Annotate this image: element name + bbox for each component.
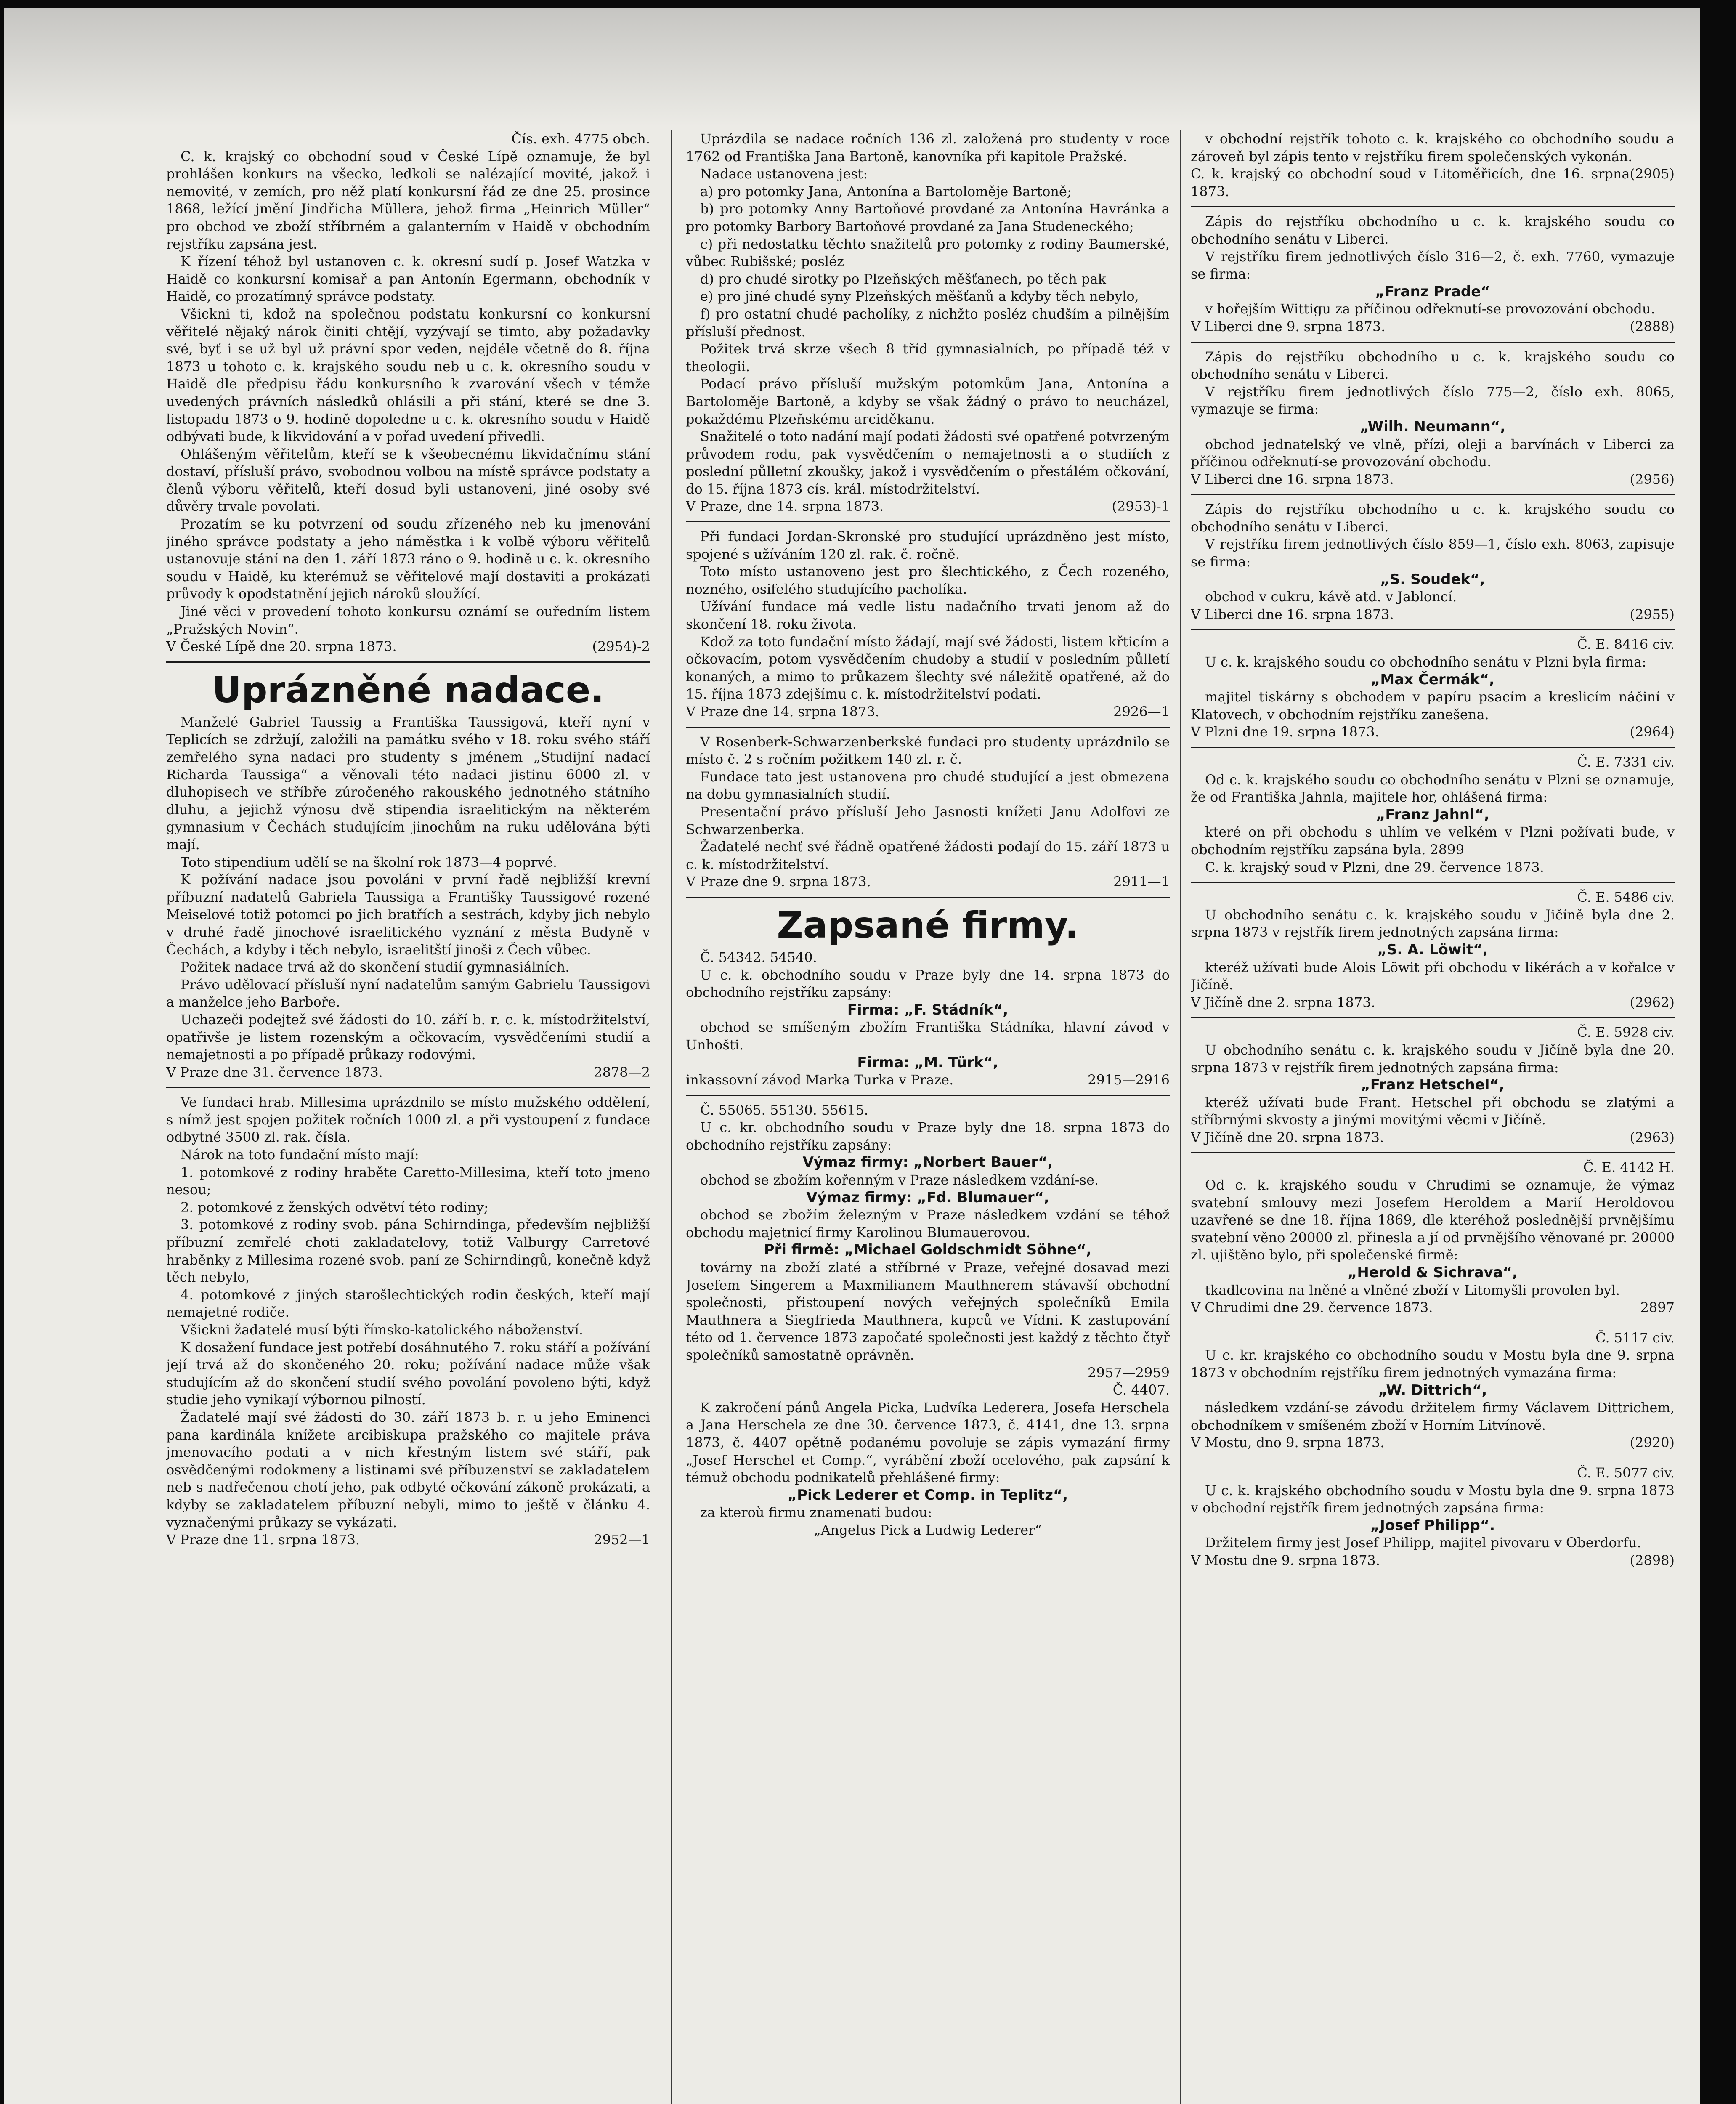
paragraph: kteréž užívati bude Alois Löwit při obchodu v likérách a v kořalce v Jičíně. <box>1191 959 1675 993</box>
scan-border-top <box>0 0 1736 8</box>
notice-number: (2898) <box>1630 1552 1675 1568</box>
notice-number: (2920) <box>1630 1435 1675 1451</box>
divider <box>1191 494 1675 495</box>
notice-reference: Č. E. 7331 civ. <box>1577 754 1675 770</box>
paragraph: C. k. krajský co obchodní soud v České Lípě oznamuje, že byl prohlášen konkurs na všecko, ledkoli se nalézající movité, jakož i nemovité, v zemích, pro něž platí konkursní řád ze dne 25. prosince 1868, ležící jmění Jindřicha Müllera, jehož firma „Heinrich Müller“ pro obchod ve zboží stříbrném a galanterním v Haidě v obchodním rejstříku zapsána jest. <box>166 148 650 252</box>
paragraph: Nárok na toto fundační místo mají: <box>181 1147 419 1163</box>
divider <box>686 1095 1170 1096</box>
date-place: V Praze, dne 14. srpna 1873. <box>686 498 884 515</box>
column-3 <box>1191 130 1675 2104</box>
notice-number: (2956) <box>1630 471 1675 487</box>
paragraph: Nadace ustanovena jest: <box>700 166 868 182</box>
paragraph: které on při obchodu s uhlím ve velkém v Plzni požívati bude, v obchodním rejstříku zapsána byla. 2899 <box>1191 824 1675 858</box>
notice-reference: Č. E. 5077 civ. <box>1577 1464 1675 1481</box>
date-place: C. k. krajský co obchodní soud v Litoměřicích, dne 16. srpna 1873. <box>1191 166 1630 199</box>
notice-reference: Čís. exh. 4775 obch. <box>511 131 650 147</box>
notice-number: 2952—1 <box>594 1532 650 1548</box>
paragraph: Uprázdila se nadace ročních 136 zl. založená pro studenty v roce 1762 od Františka Jana Bartoně, kanovníka při kapitole Pražské. <box>686 131 1170 165</box>
notice-number: (2953)-1 <box>1112 498 1170 515</box>
notice-number: 2915—2916 <box>1088 1072 1170 1088</box>
divider <box>686 897 1170 898</box>
notice-reference: Č. E. 8416 civ. <box>1577 636 1675 653</box>
divider <box>1191 1152 1675 1153</box>
signature-line <box>1191 1552 1675 1570</box>
date-place: V Jičíně dne 2. srpna 1873. <box>1191 994 1375 1010</box>
date-place: V Praze dne 11. srpna 1873. <box>166 1532 360 1548</box>
notice-reference: Č. 4407. <box>1112 1382 1170 1398</box>
divider <box>166 1087 650 1088</box>
firm-name: „Max Čermák“, <box>1371 671 1494 688</box>
firm-name: „S. Soudek“, <box>1380 571 1485 588</box>
section-heading: Uprázněné nadace. <box>212 669 604 711</box>
paragraph: inkassovní závod Marka Turka v Praze. <box>686 1072 954 1088</box>
paragraph: kteréž užívati bude Frant. Hetschel při obchodu se zlatými a stříbrnými skvosty a jinými movitými věcmi v Jičíně. <box>1191 1094 1675 1128</box>
notice-reference: Č. E. 5928 civ. <box>1577 1024 1675 1041</box>
paragraph: Od c. k. krajského soudu co obchodního senátu v Plzni se oznamuje, že od Františka Jahnla, majitele hor, ohlášená firma: <box>1191 771 1675 805</box>
signature-line <box>686 1071 1170 1089</box>
column-1 <box>166 130 650 2104</box>
paragraph: U c. k. krajského obchodního soudu v Mostu byla dne 9. srpna 1873 v obchodní rejstřík firem jednotných zapsána firma: <box>1191 1482 1675 1516</box>
date-place: V Liberci dne 9. srpna 1873. <box>1191 318 1386 335</box>
date-place: V Plzni dne 19. srpna 1873. <box>1191 724 1379 740</box>
notice-number: (2888) <box>1630 318 1675 335</box>
paragraph: továrny na zboží zlaté a stříbrné v Praze, veřejné dosavad mezi Josefem Singerem a Maxmilianem Mauthnerem stávavší obchodní společnosti, přistoupení nových veřejných společníků Emila Mauthnera a Siegfrieda Mauthnera, kupců ve Vídni. K zastupování této od 1. července 1873 započaté společnosti jest každý z těchto čtyř společníků samostatně oprávněn. <box>686 1259 1170 1363</box>
notice-reference: Č. E. 5486 civ. <box>1577 889 1675 906</box>
firm-name: Firma: „M. Türk“, <box>857 1054 998 1071</box>
signature-line <box>1191 606 1675 624</box>
paragraph: 3. potomkové z rodiny svob. pána Schirndinga, především nejbližší příbuzní zemřelé choti zakladatelovy, totiž Valburgy Carretové hraběnky z Millesima rozené svob. paní ze Schirndingů, konečně když těch nebylo, <box>166 1217 650 1286</box>
paragraph: Od c. k. krajského soudu v Chrudimi se oznamuje, že výmaz svatební smlouvy mezi Josefem Heroldem a Marií Heroldovou uzavřené se dne 18. října 1869, dle kteréhož poslednější prvnějšímu svatební věno 20000 zl. přinesla a jí od prvnějšího věnované pr. 20000 zl. ujištěno bylo, při společenské firmě: <box>1191 1177 1675 1263</box>
column-2 <box>686 130 1170 2104</box>
paragraph: Držitelem firmy jest Josef Philipp, majitel pivovaru v Oberdorfu. <box>1205 1535 1641 1551</box>
paragraph: za kteroù firmu znamenati budou: <box>700 1504 932 1521</box>
paragraph: e) pro jiné chudé syny Plzeňských měšťanů a kdyby těch nebylo, <box>700 288 1139 305</box>
signature-line <box>1191 994 1675 1012</box>
notice-number: 2911—1 <box>1113 874 1170 890</box>
paragraph: K požívání nadace jsou povoláni v první řadě nejbližší krevní příbuzní nadatelů Gabriela Taussiga a Františky Taussigové rozené Meiselové totiž potomci po jich bratřích a sestrách, kdyby jich nebylo v druhé řadě jinochové israelitického vyznání z města Budyně v Čechách, a kdyby i těch nebylo, israelitští jinoši z Čech vůbec. <box>166 871 650 958</box>
firm-name: „Herold & Sichrava“, <box>1348 1264 1518 1281</box>
date-place: V Praze dne 31. července 1873. <box>166 1064 383 1080</box>
date-place: V Mostu, dno 9. srpna 1873. <box>1191 1435 1385 1451</box>
notice-number: (2954)-2 <box>592 638 650 655</box>
signatories: „Angelus Pick a Ludwig Lederer“ <box>814 1522 1042 1538</box>
paragraph: Snažitelé o toto nadání mají podati žádosti své opatřené potvrzeným průvodem rodu, pak vysvědčením o nemajetnosti a o studiích z poslední půlletní zkoušky, jakož i vysvědčením o přestálém očkování, do 15. října 1873 cís. král. místodržitelství. <box>686 428 1170 497</box>
date-place: V Praze dne 9. srpna 1873. <box>686 874 871 890</box>
signature-line <box>686 873 1170 891</box>
scan-shadow <box>0 0 1700 126</box>
paragraph: V rejstříku firem jednotlivých číslo 859—1, číslo exh. 8063, zapisuje se firma: <box>1191 536 1675 570</box>
date-place: V Jičíně dne 20. srpna 1873. <box>1191 1129 1384 1145</box>
paragraph: V rejstříku firem jednotlivých číslo 316—2, č. exh. 7760, vymazuje se firma: <box>1191 248 1675 282</box>
signature-line <box>166 638 650 656</box>
paragraph: U c. k. obchodního soudu v Praze byly dne 14. srpna 1873 do obchodního rejstříku zapsány: <box>686 967 1170 1001</box>
signature-line <box>1191 1299 1675 1317</box>
firm-name: „Pick Lederer et Comp. in Teplitz“, <box>787 1486 1068 1504</box>
paragraph: U c. kr. krajského co obchodního soudu v Mostu byla dne 9. srpna 1873 v obchodním rejstříku firem jednotných vymazána firma: <box>1191 1347 1675 1381</box>
paragraph: obchod se zbožím kořenným v Praze následkem vzdání-se. <box>700 1172 1099 1188</box>
paragraph: Požitek nadace trvá až do skončení studií gymnasiálních. <box>181 959 570 975</box>
paragraph: následkem vzdání-se závodu držitelem firmy Václavem Dittrichem, obchodníkem v smíšeném zboží v Horním Litvínově. <box>1191 1400 1675 1433</box>
signature-line <box>1191 1434 1675 1452</box>
divider <box>1191 342 1675 343</box>
signature-line <box>1191 1129 1675 1147</box>
divider <box>166 661 650 663</box>
paragraph: Zápis do rejstříku obchodního u c. k. krajského soudu co obchodního senátu v Liberci. <box>1191 348 1675 383</box>
divider <box>1191 1017 1675 1018</box>
paragraph: Jiné věci v provedení tohoto konkursu oznámí se ouředním listem „Pražských Novin“. <box>166 603 650 637</box>
paragraph: Fundace tato jest ustanovena pro chudé studující a jest obmezena na dobu gymnasialních studií. <box>686 768 1170 802</box>
date-place: V Chrudimi dne 29. července 1873. <box>1191 1299 1433 1316</box>
firm-name: „S. A. Löwit“, <box>1377 941 1488 958</box>
signature-line: C. k. krajský soud v Plzni, dne 29. července 1873. <box>1205 859 1544 875</box>
signature-line <box>686 498 1170 515</box>
date-place: V Liberci dne 16. srpna 1873. <box>1191 471 1394 487</box>
paragraph: f) pro ostatní chudé pacholíky, z nichžto posléz chudším a pilnějším přísluší přednost. <box>686 306 1170 340</box>
firm-name: Firma: „F. Stádník“, <box>847 1001 1009 1018</box>
section-heading: Zapsané firmy. <box>777 904 1079 946</box>
notice-number: (2955) <box>1630 606 1675 622</box>
paragraph: obchod jednatelský ve vlně, přízi, oleji a barvínách v Liberci za příčinou odřeknutí-se provozování obchodu. <box>1191 436 1675 470</box>
paragraph: Manželé Gabriel Taussig a Františka Taussigová, kteří nyní v Teplicích se zdržují, založili na památku svého v 18. roku svého stáří zemřelého syna nadaci pro studenty s jménem „Studijní nadací Richarda Taussiga“ a věnovali této nadaci jistinu 6000 zl. v dluhopisech ve stříbře zúročeného rakouského jednotného státního dluhu, a jejichž výnosu dvě stipendia israelitickým na některém gymnasium v Čechách studujícím jinochům na ruku udělována býti mají. <box>166 714 650 853</box>
paragraph: Podací právo přísluší mužským potomkům Jana, Antonína a Bartoloměje Bartoně, a kdyby se však žádný o právo to neucházel, pokaždému Plzeňskému arciděkanu. <box>686 376 1170 427</box>
notice-number: 2878—2 <box>594 1064 650 1080</box>
paragraph: Č. 54342. 54540. <box>700 949 817 965</box>
firm-name: „W. Dittrich“, <box>1378 1381 1487 1399</box>
paragraph: V rejstříku firem jednotlivých číslo 775—2, číslo exh. 8065, vymazuje se firma: <box>1191 383 1675 417</box>
notice-number: 2926—1 <box>1113 704 1170 720</box>
notice-reference: Č. E. 4142 H. <box>1583 1159 1675 1176</box>
date-place: V Praze dne 14. srpna 1873. <box>686 704 880 720</box>
paragraph: Toto místo ustanoveno jest pro šlechtického, z Čech rozeného, nozného, osifelého studujícího pacholíka. <box>686 563 1170 597</box>
paragraph: obchod se zbožím železným v Praze následkem vzdání se téhož obchodu majetnicí firmy Karolinou Blumauerovou. <box>686 1207 1170 1241</box>
paragraph: U c. kr. obchodního soudu v Praze byly dne 18. srpna 1873 do obchodního rejstříku zapsány: <box>686 1119 1170 1153</box>
divider <box>686 521 1170 522</box>
signature-line <box>166 1064 650 1081</box>
date-place: V Mostu dne 9. srpna 1873. <box>1191 1552 1380 1568</box>
paragraph: Při fundaci Jordan-Skronské pro studující uprázdněno jest místo, spojené s užíváním 120 zl. rak. č. ročně. <box>686 529 1170 562</box>
signature-line <box>1191 165 1675 200</box>
paragraph: v hořejším Wittigu za příčinou odřeknutí-se provozování obchodu. <box>1205 301 1655 317</box>
paragraph: Všickni ti, kdož na společnou podstatu konkursní co konkursní věřitelé nějaký nárok činiti chtějí, vyzývají se timto, aby požadavky své, byť i se už byl už právní spor veden, nejdéle včetně do 8. října 1873 u tohoto c. k. krajského soudu neb u c. k. okresního soudu v Haidě dle předpisu řádu konkursního k zvarování všech v témže uvedených právních následků ohlásili a při stání, které se dne 3. listopadu 1873 o 9. hodině dopoledne u c. k. okresního soudu v Haidě odbývati bude, k likvidování a v pořad uvedení přivedli. <box>166 306 650 445</box>
paragraph: Ve fundaci hrab. Millesima uprázdnilo se místo mužského oddělení, s nímž jest spojen požitek ročních 1000 zl. a při vystoupení z fundace odbytné 3500 zl. rak. čísla. <box>166 1094 650 1145</box>
paragraph: Všickni žadatelé musí býti římsko-katolického náboženství. <box>181 1322 584 1338</box>
paragraph: Prozatím se ku potvrzení od soudu zřízeného neb ku jmenování jiného správce podstaty a jeho náměstka i k volbě výboru věřitelů ustanovuje stání na den 1. září 1873 ráno o 9. hodině u c. k. okresního soudu v Haidě, ku kterémuž se věřitelové mají dostaviti a prokázati průvody k opodstatnění jejich nároků sloužící. <box>166 516 650 602</box>
paragraph: U c. k. krajského soudu co obchodního senátu v Plzni byla firma: <box>1205 654 1646 670</box>
column-rule <box>671 130 672 2104</box>
paragraph: obchod se smíšeným zbožím Františka Stádníka, hlavní závod v Unhošti. <box>686 1019 1170 1053</box>
paragraph: K zakročení pánů Angela Picka, Ludvíka Lederera, Josefa Herschela a Jana Herschela ze dne 30. července 1873, č. 4141, dne 13. srpna 1873, č. 4407 opětně podanému povoluje se zápis vymazání firmy „Josef Herschel et Comp.“, vyrábění zboží ocelového, pak zapsání k témuž obchodu podnikatelů přehlášené firmy: <box>686 1399 1170 1486</box>
divider <box>1191 882 1675 883</box>
paragraph: U obchodního senátu c. k. krajského soudu v Jičíně byla dne 2. srpna 1873 v rejstřík firem jednotných zapsána firma: <box>1191 906 1675 940</box>
signature-line <box>1191 723 1675 741</box>
paragraph: K dosažení fundace jest potřebí dosáhnutého 7. roku stáří a požívání její trvá až do skončeného 20. roku; požívání nadace může však studujícím až do skončení studií svého povolání povoleno býti, když studie jeho vynikají výbornou pilností. <box>166 1339 650 1408</box>
signature-line <box>686 703 1170 721</box>
paragraph: Požitek trvá skrze všech 8 tříd gymnasialních, po případě též v theologii. <box>686 341 1170 375</box>
divider <box>1191 747 1675 748</box>
paragraph: 1. potomkové z rodiny hraběte Caretto-Millesima, kteří toto jmeno nesou; <box>166 1164 650 1198</box>
firm-name: „Josef Philipp“. <box>1370 1517 1495 1534</box>
notice-number: (2963) <box>1630 1129 1675 1145</box>
date-place: V Liberci dne 16. srpna 1873. <box>1191 606 1394 622</box>
paragraph: V Rosenberk-Schwarzenberkské fundaci pro studenty uprázdnilo se místo č. 2 s ročním požitkem 140 zl. r. č. <box>686 733 1170 768</box>
firm-name: Výmaz firmy: „Fd. Blumauer“, <box>806 1189 1049 1206</box>
paragraph: Uchazeči podejtež své žádosti do 10. září b. r. c. k. místodržitelství, opatřivše je listem rozenským a očkovacím, vysvědčeními studií a nemajetnosti a po případě průkazy rodovými. <box>166 1011 650 1063</box>
firm-name: Při firmě: „Michael Goldschmidt Söhne“, <box>764 1241 1092 1259</box>
firm-name: „Wilh. Neumann“, <box>1359 418 1506 435</box>
scan-border-right <box>1700 0 1736 2104</box>
divider <box>686 727 1170 728</box>
paragraph: obchod v cukru, kávě atd. v Jabloncí. <box>1205 589 1457 605</box>
paragraph: Kdož za toto fundační místo žádají, mají své žádosti, listem křticím a očkovacím, potom vysvědčením chudoby a studií v posledním půlletí konaných, a mimo to průkazem šlechty své náležitě opatřené, až do 15. října 1873 zdejšímu c. k. místodržitelství podati. <box>686 633 1170 702</box>
paragraph: c) při nedostatku těchto snažitelů pro potomky z rodiny Baumerské, vůbec Rubišské; posléz <box>686 236 1170 270</box>
scan-border-left <box>0 0 4 2104</box>
firm-name: Výmaz firmy: „Norbert Bauer“, <box>802 1154 1053 1171</box>
paragraph: U obchodního senátu c. k. krajského soudu v Jičíně byla dne 20. srpna 1873 v rejstřík firem jednotných zapsána firma: <box>1191 1041 1675 1076</box>
paragraph: Ohlášeným věřitelům, kteří se k všeobecnému likvidačnímu stání dostaví, přísluší právo, svobodnou volbou na místě správce podstaty a členů výboru věřitelů, kteří dosud byli ustanoveni, jiné osoby své důvěry trvale povolati. <box>166 446 650 515</box>
paragraph: a) pro potomky Jana, Antonína a Bartoloměje Bartoně; <box>700 183 1072 199</box>
signature-line <box>1191 471 1675 489</box>
paragraph: Presentační právo přísluší Jeho Jasnosti knížeti Janu Adolfovi ze Schwarzenberka. <box>686 803 1170 837</box>
paragraph: majitel tiskárny s obchodem v papíru psacím a kreslicím náčiní v Klatovech, v obchodním rejstříku zanešena. <box>1191 689 1675 723</box>
paragraph: 4. potomkové z jiných starošlechtických rodin českých, kteří mají nemajetné rodiče. <box>166 1286 650 1320</box>
notice-number: (2905) <box>1630 166 1675 182</box>
column-rule <box>1180 130 1181 2104</box>
paragraph: Užívání fundace má vedle listu nadačního trvati jenom až do skončení 18. roku života. <box>686 598 1170 632</box>
firm-name: „Franz Prade“ <box>1375 283 1490 300</box>
paragraph: Zápis do rejstříku obchodního u c. k. krajského soudu co obchodního senátu v Liberci. <box>1191 213 1675 247</box>
paragraph: 2. potomkové z ženských odvětví této rodiny; <box>181 1199 488 1215</box>
paragraph: K řízení téhož byl ustanoven c. k. okresní sudí p. Josef Watzka v Haidě co konkursní komisař a pan Antonín Egermann, obchodník v Haidě, co prozatímný správce podstaty. <box>166 253 650 305</box>
notice-number: (2962) <box>1630 994 1675 1010</box>
date-place: V České Lípě dne 20. srpna 1873. <box>166 638 397 655</box>
divider <box>1191 206 1675 207</box>
paragraph: Právo udělovací přísluší nyní nadatelům samým Gabrielu Taussigovi a manželce jeho Barboře. <box>166 976 650 1010</box>
paragraph: Žadatelé mají své žádosti do 30. září 1873 b. r. u jeho Eminenci pana kardinála knížete arcibiskupa pražského co majitele práva jmenovacího podati a v nich křestným listem své stáří, pak osvědčenými rodokmeny a listinami své příbuzenství se zakladatelem neb s nadřečenou chotí jeho, pak odbyté očkování zákoně prokázati, a kdyby se zakladatelem příbuzní nebyli, mimo to ještě v článku 4. vyznačenými průkazy se vykázati. <box>166 1409 650 1530</box>
paragraph: Č. 55065. 55130. 55615. <box>700 1102 868 1118</box>
paragraph: tkadlcovina na lněné a vlněné zboží v Litomyšli provolen byl. <box>1205 1282 1620 1298</box>
signature-line <box>166 1531 650 1549</box>
paragraph: v obchodní rejstřík tohoto c. k. krajského co obchodního soudu a zároveň byl zápis tento v rejstříku firem společenských vykonán. <box>1191 131 1675 165</box>
firm-name: „Franz Jahnl“, <box>1376 806 1489 823</box>
paragraph: d) pro chudé sirotky po Plzeňských měšťanech, po těch pak <box>700 271 1106 287</box>
notice-number: 2897 <box>1640 1299 1675 1316</box>
notice-number: 2957—2959 <box>1088 1364 1170 1381</box>
paragraph: Toto stipendium udělí se na školní rok 1873—4 poprvé. <box>181 854 557 870</box>
firm-name: „Franz Hetschel“, <box>1361 1076 1505 1094</box>
notice-number: (2964) <box>1630 724 1675 740</box>
notice-reference: Č. 5117 civ. <box>1595 1329 1675 1346</box>
signature-line <box>1191 318 1675 336</box>
paragraph: Zápis do rejstříku obchodního u c. k. krajského soudu co obchodního senátu v Liberci. <box>1191 501 1675 535</box>
paragraph: b) pro potomky Anny Bartoňové provdané za Antonína Havránka a pro potomky Barbory Bartoňové provdané za Jana Studeneckého; <box>686 201 1170 234</box>
divider <box>1191 629 1675 630</box>
paragraph: Žadatelé nechť své řádně opatřené žádosti podají do 15. září 1873 u c. k. místodržitelství. <box>686 839 1170 872</box>
